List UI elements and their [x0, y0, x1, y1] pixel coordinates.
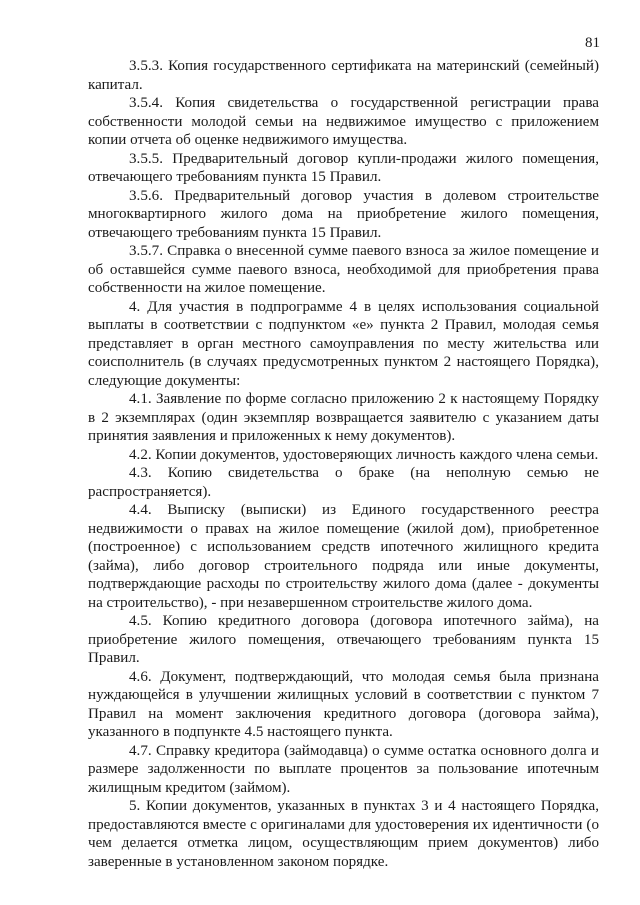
paragraph-5: 5. Копии документов, указанных в пунктах 3 и 4 настоящего Порядка, предоставляются вместе с оригиналами для удостоверения их идентичности (о чем делается отметка лицом, осуществляющим прием документов) либо заверенные в установленном законом порядке. [88, 798, 599, 870]
page-number: 81 [585, 35, 600, 51]
paragraph-3-5-4: 3.5.4. Копия свидетельства о государственной регистрации права собственности молодой семьи на недвижимое имущество с приложением копии отчета об оценке недвижимого имущества. [88, 95, 599, 148]
paragraph-4-2: 4.2. Копии документов, удостоверяющих личность каждого члена семьи. [129, 446, 599, 463]
paragraph-3-5-3: 3.5.3. Копия государственного сертификата на материнский (семейный) капитал. [88, 58, 599, 93]
paragraph-3-5-6: 3.5.6. Предварительный договор участия в долевом строительстве многоквартирного жилого дома на приобретение жилого помещения, отвечающего требованиям пункта 15 Правил. [88, 187, 599, 241]
paragraph-4-1: 4.1. Заявление по форме согласно приложению 2 к настоящему Порядку в 2 экземплярах (один экземпляр возвращается заявителю с указанием даты принятия заявления и приложенных к нему документов). [88, 391, 599, 444]
paragraph-4-6: 4.6. Документ, подтверждающий, что молодая семья была признана нуждающейся в улучшении жилищных условий в соответствии с пунктом 7 Правил на момент заключения кредитного договора (договора займа), указанного в подпункте 4.5 настоящего пункта. [88, 668, 599, 740]
paragraph-4-5: 4.5. Копию кредитного договора (договора ипотечного займа), на приобретение жилого помещения, отвечающего требованиям пункта 15 Правил. [88, 613, 599, 666]
paragraph-4: 4. Для участия в подпрограмме 4 в целях использования социальной выплаты в соответствии с подпунктом «е» пункта 2 Правил, молодая семья представляет в орган местного самоуправления по месту жительства или соисполнитель (в случаях предусмотренных пунктом 2 настоящего Порядка), следующие документы: [88, 298, 599, 389]
paragraph-3-5-5: 3.5.5. Предварительный договор купли-продажи жилого помещения, отвечающего требованиям пункта 15 Правил. [88, 150, 599, 185]
paragraph-4-7: 4.7. Справку кредитора (займодавца) о сумме остатка основного долга и размере задолженности по выплате процентов за пользование ипотечным жилищным кредитом (займом). [88, 742, 599, 796]
paragraph-4-4: 4.4. Выписку (выписки) из Единого государственного реестра недвижимости о правах на жилое помещение (жилой дом), приобретенное (построенное) с использованием средств ипотечного жилищного кредита (займа), либо договор строительного подряда или иные документы, подтверждающие расходы по строительству жилого дома (далее - документы на строительство), - при незавершенном строительстве жилого дома. [88, 502, 599, 611]
paragraph-3-5-7: 3.5.7. Справка о внесенной сумме паевого взноса за жилое помещение и об оставшейся сумме паевого взноса, необходимой для приобретения права собственности на жилое помещение. [88, 243, 599, 296]
paragraph-4-3: 4.3. Копию свидетельства о браке (на неполную семью не распространяется). [88, 465, 599, 500]
document-body [88, 57, 599, 871]
